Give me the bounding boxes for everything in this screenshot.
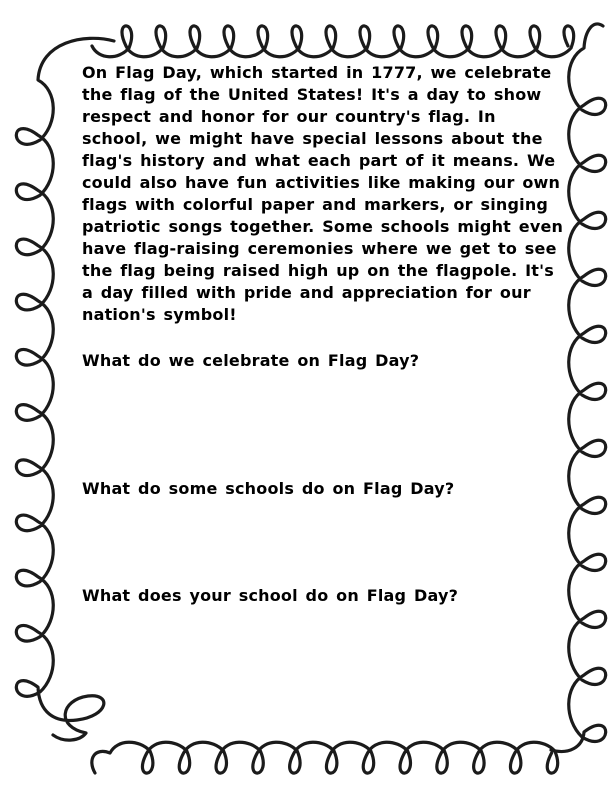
paragraph-line: flag's history and what each part of it means. We (82, 151, 556, 170)
answer-space-3 (82, 615, 532, 705)
paragraph-line: have flag-raising ceremonies where we get to see (82, 239, 557, 258)
question-what-we-celebrate: What do we celebrate on Flag Day? (82, 351, 420, 370)
paragraph-line: a day filled with pride and appreciation for our (82, 283, 531, 302)
paragraph-line: could also have fun activities like making our own (82, 173, 561, 192)
answer-space-1 (82, 380, 532, 470)
paragraph-line: school, we might have special lessons about the (82, 129, 543, 148)
paragraph-line: On Flag Day, which started in 1777, we celebrate (82, 63, 552, 82)
paragraph-line: flags with colorful paper and markers, or singing (82, 195, 549, 214)
paragraph-line: nation's symbol! (82, 305, 237, 324)
paragraph-line: respect and honor for our country's flag. In (82, 107, 496, 126)
intro-paragraph (82, 62, 564, 326)
paragraph-line: the flag being raised high up on the flagpole. It's (82, 261, 554, 280)
paragraph-line: the flag of the United States! It's a day to show (82, 85, 542, 104)
question-what-schools-do: What do some schools do on Flag Day? (82, 479, 455, 498)
paragraph-line: patriotic songs together. Some schools might even (82, 217, 564, 236)
question-your-school: What does your school do on Flag Day? (82, 586, 459, 605)
